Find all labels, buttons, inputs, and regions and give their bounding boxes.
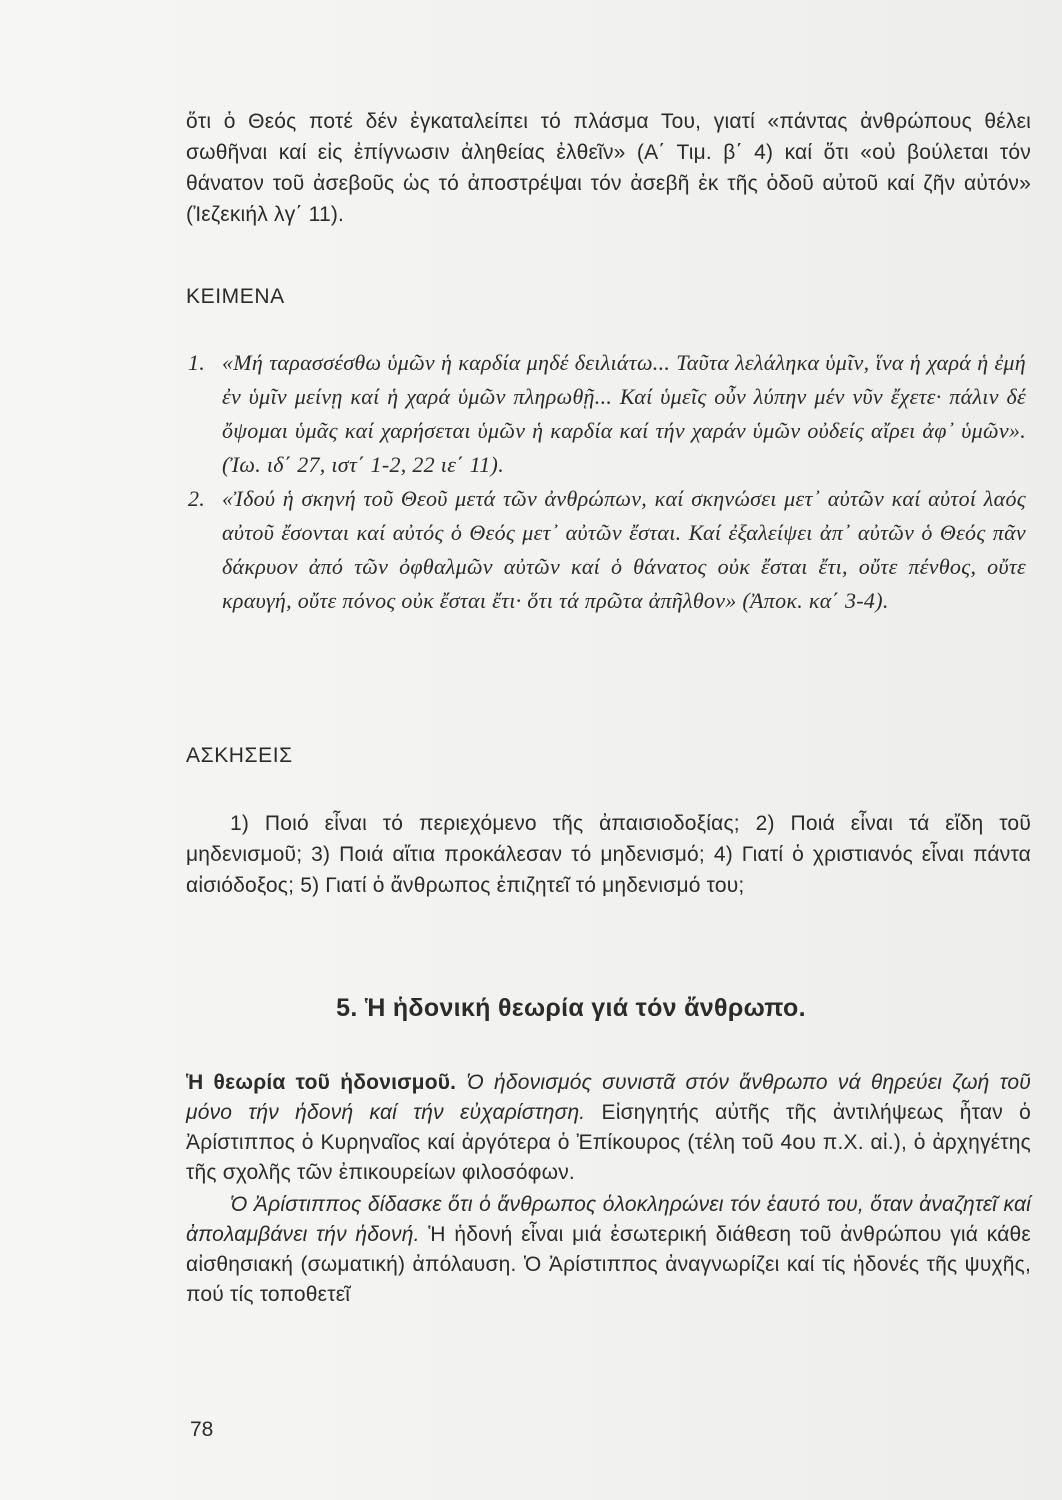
hedonism-paragraph-rest: Εἰσηγητής αὐτῆς τῆς ἀντιλήψεως ἦταν ὁ Ἀρίστιππος ὁ Κυρηναῖος καί ἀργότερα ὁ Ἐπίκουρος (τέλη τοῦ 4ου π.Χ. αἰ.), ὁ ἀρχηγέτης τῆς σχολῆς τῶν ἐπικουρείων φιλοσόφων. — [186, 1101, 1031, 1184]
page-number: 78 — [190, 1418, 214, 1441]
scripture-text-number: 2. — [188, 486, 206, 511]
exercises-questions: 1) Ποιό εἶναι τό περιεχόμενο τῆς ἀπαισιοδοξίας; 2) Ποιά εἶναι τά εἴδη τοῦ μηδενισμοῦ; 3) Ποιά αἴτια προκάλεσαν τό μηδενισμό; 4) Γιατί ὁ χριστιανός εἶναι πάντα αἰσιόδοξος; 5) Γιατί ὁ ἄνθρωπος ἐπιζητεῖ τό μηδενισμό του; — [186, 812, 1031, 897]
scripture-text-item — [188, 346, 1026, 482]
intro-paragraph: ὅτι ὁ Θεός ποτέ δέν ἐγκαταλείπει τό πλάσμα Του, γιατί «πάντας ἀνθρώπους θέλει σωθῆναι καί εἰς ἐπίγνωσιν ἀληθείας ἐλθεῖν» (Α΄ Τιμ. β΄ 4) καί ὅτι «οὐ βούλεται τόν θάνατον τοῦ ἀσεβοῦς ὡς τό ἀποστρέψαι τόν ἀσεβῆ ἐκ τῆς ὁδοῦ αὐτοῦ καί ζῆν αὐτόν» (Ἰεζεκιήλ λγ΄ 11). — [186, 110, 1031, 226]
scripture-text-item — [188, 482, 1026, 618]
hedonism-paragraph-block — [186, 1068, 1031, 1310]
scripture-text-number: 1. — [188, 350, 206, 375]
scripture-texts-list — [188, 346, 1026, 618]
texts-heading: ΚΕΙΜΕΝΑ — [186, 285, 285, 308]
aristippus-paragraph-rest: Ἡ ἡδονή εἶναι μιά ἐσωτερική διάθεση τοῦ ἀνθρώπου γιά κάθε αἰσθησιακή (σωματική) ἀπόλαυση. Ὁ Ἀρίστιππος ἀναγνωρίζει καί τίς ἡδονές τῆς ψυχῆς, πού τίς τοποθετεῖ — [186, 1223, 1031, 1306]
aristippus-paragraph — [186, 1190, 1031, 1310]
exercises-heading: ΑΣΚΗΣΕΙΣ — [186, 744, 293, 767]
aristippus-teaching: Ὁ Ἀρίστιππος δίδασκε ὅτι ὁ ἄνθρωπος ὁλοκληρώνει τόν ἑαυτό του, ὅταν ἀναζητεῖ καί ἀπολαμβάνει τήν ἡδονή. — [186, 1193, 1031, 1246]
section-title: 5. Ἡ ἡδονική θεωρία γιά τόν ἄνθρωπο. — [336, 994, 806, 1022]
exercises-block — [186, 808, 1031, 901]
scripture-text-body: «Ἰδού ἡ σκηνή τοῦ Θεοῦ μετά τῶν ἀνθρώπων, καί σκηνώσει μετ᾽ αὐτῶν καί αὐτοί λαός αὐτοῦ ἔσονται καί αὐτός ὁ Θεός μετ᾽ αὐτῶν ἔσται. Καί ἐξαλείψει ἀπ᾽ αὐτῶν ὁ Θεός πᾶν δάκρυον ἀπό τῶν ὀφθαλμῶν αὐτῶν καί ὁ θάνατος οὐκ ἔσται ἔτι, οὔτε πένθος, οὔτε κραυγή, οὔτε πόνος οὐκ ἔσται ἔτι· ὅτι τά πρῶτα ἀπῆλθον» (Ἀποκ. κα΄ 3-4). — [222, 486, 1026, 613]
texts-list-block — [188, 346, 1026, 618]
run-in-heading: Ἡ θεωρία τοῦ ἡδονισμοῦ. — [186, 1071, 457, 1094]
scripture-text-body: «Μή ταρασσέσθω ὑμῶν ἡ καρδία μηδέ δειλιάτω... Ταῦτα λελάληκα ὑμῖν, ἵνα ἡ χαρά ἡ ἐμή ἐν ὑμῖν μείνῃ καί ἡ χαρά ὑμῶν πληρωθῇ... Καί ὑμεῖς οὖν λύπην μέν νῦν ἔχετε· πάλιν δέ ὄψομαι ὑμᾶς καί χαρήσεται ὑμῶν ἡ καρδία καί τήν χαράν ὑμῶν οὐδείς αἴρει ἀφ᾽ ὑμῶν». (Ἰω. ιδ΄ 27, ιστ΄ 1-2, 22 ιε΄ 11). — [222, 350, 1026, 477]
texts-heading-block — [186, 285, 1031, 309]
hedonism-definition: Ὁ ἡδονισμός συνιστᾶ στόν ἄνθρωπο νά θηρεύει ζωή τοῦ μόνο τήν ἡδονή καί τήν εὐχαρίστηση. — [186, 1071, 1031, 1124]
exercises-heading-block — [186, 744, 1031, 768]
intro-paragraph-block — [186, 106, 1031, 230]
hedonism-paragraph — [186, 1068, 1031, 1188]
